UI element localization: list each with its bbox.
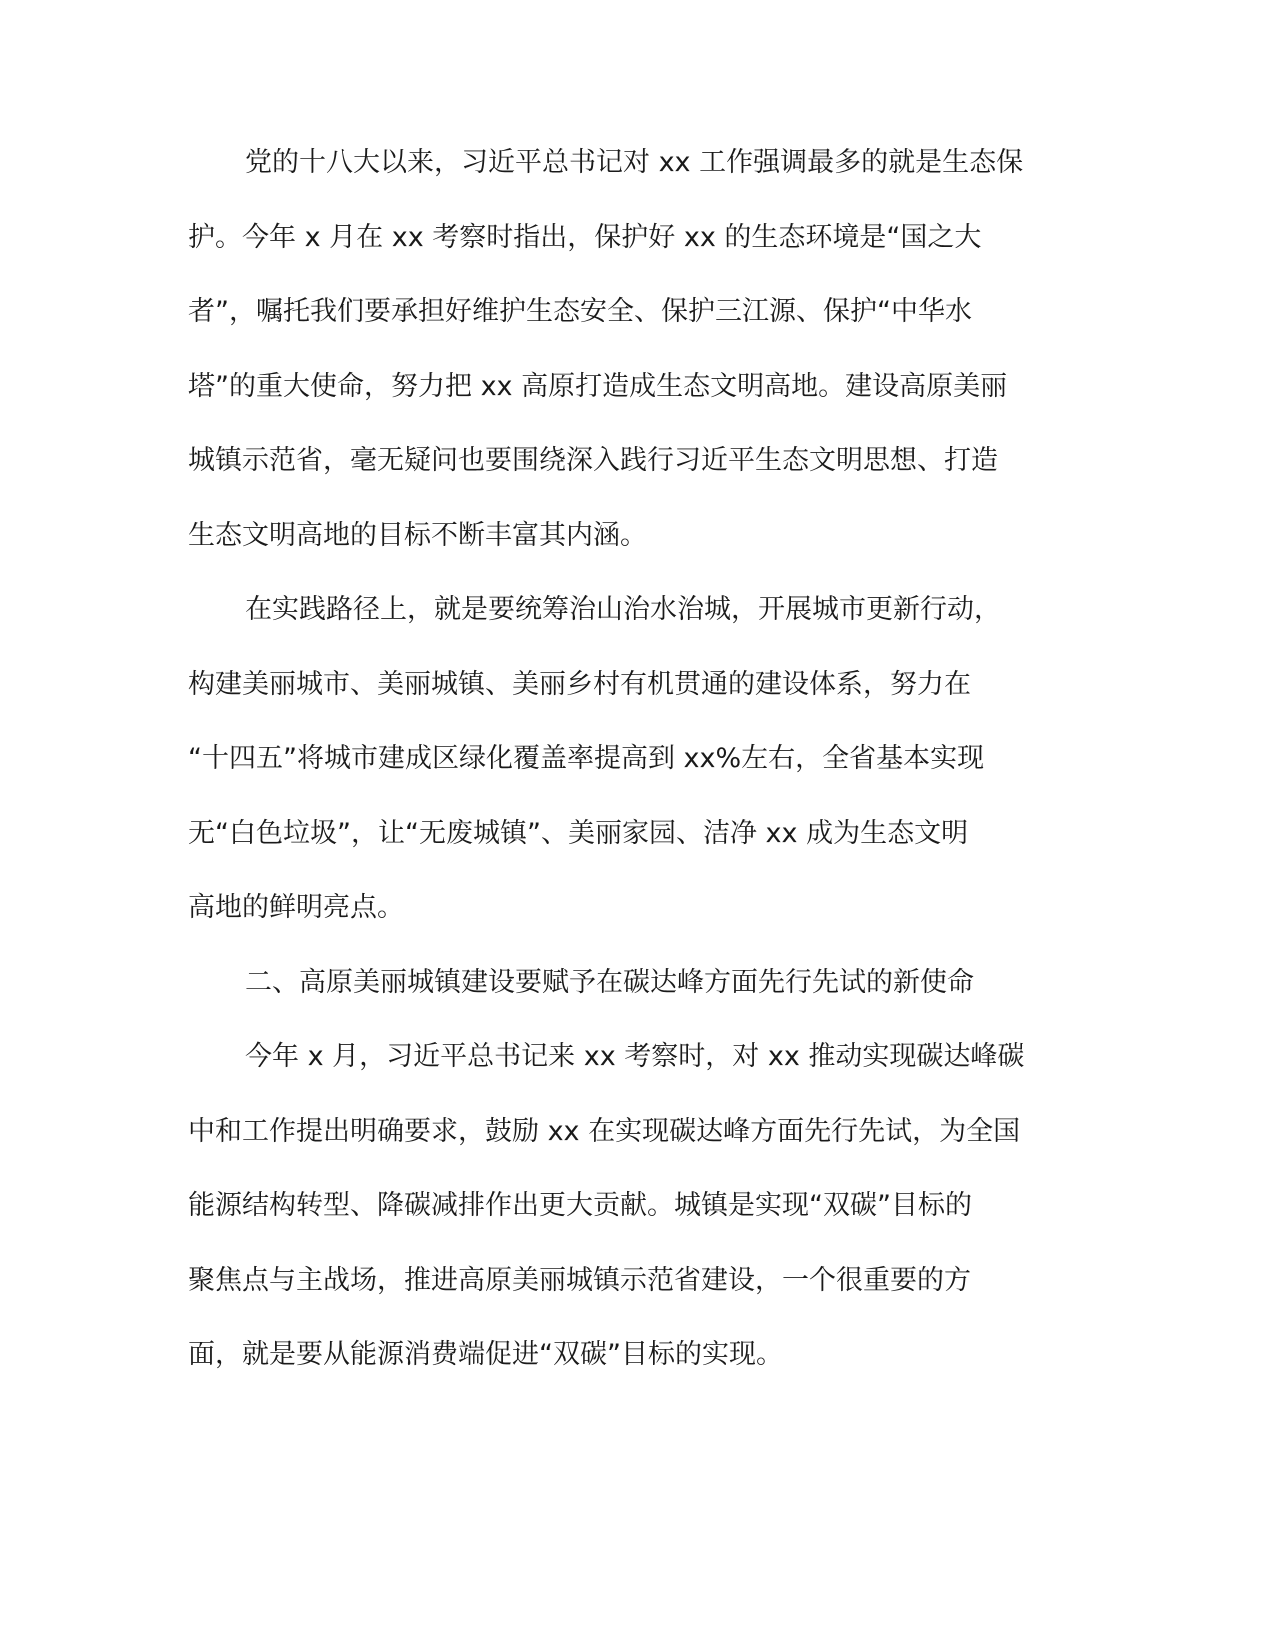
paragraph-3-line-3: 能源结构转型、降碳减排作出更大贡献。城镇是实现“双碳”目标的 xyxy=(188,1190,972,1221)
paragraph-1-line-5: 城镇示范省，毫无疑问也要围绕深入践行习近平生态文明思想、打造 xyxy=(188,445,998,476)
paragraph-1-line-4: 塔”的重大使命，努力把 xx 高原打造成生态文明高地。建设高原美丽 xyxy=(188,371,1008,402)
paragraph-1-line-2: 护。今年 x 月在 xx 考察时指出，保护好 xx 的生态环境是“国之大 xyxy=(188,222,982,253)
paragraph-3-line-1: 今年 x 月，习近平总书记来 xx 考察时，对 xx 推动实现碳达峰碳 xyxy=(245,1041,1025,1072)
paragraph-2-line-2: 构建美丽城市、美丽城镇、美丽乡村有机贯通的建设体系，努力在 xyxy=(188,669,971,700)
section-heading: 二、高原美丽城镇建设要赋予在碳达峰方面先行先试的新使命 xyxy=(245,967,974,998)
paragraph-1-line-6: 生态文明高地的目标不断丰富其内涵。 xyxy=(188,520,647,551)
paragraph-2-line-1: 在实践路径上，就是要统筹治山治水治城，开展城市更新行动， xyxy=(245,594,1001,625)
paragraph-3-line-2: 中和工作提出明确要求，鼓励 xx 在实现碳达峰方面先行先试，为全国 xyxy=(188,1116,1021,1147)
paragraph-1-line-1: 党的十八大以来，习近平总书记对 xx 工作强调最多的就是生态保 xyxy=(245,147,1024,178)
paragraph-2-line-3: “十四五”将城市建成区绿化覆盖率提高到 xx%左右，全省基本实现 xyxy=(188,743,985,774)
paragraph-2-line-5: 高地的鲜明亮点。 xyxy=(188,892,404,923)
paragraph-1-line-3: 者”，嘱托我们要承担好维护生态安全、保护三江源、保护“中华水 xyxy=(188,296,972,327)
paragraph-2-line-4: 无“白色垃圾”，让“无废城镇”、美丽家园、洁净 xx 成为生态文明 xyxy=(188,818,969,849)
paragraph-3-line-5: 面，就是要从能源消费端促进“双碳”目标的实现。 xyxy=(188,1339,783,1370)
paragraph-3-line-4: 聚焦点与主战场，推进高原美丽城镇示范省建设，一个很重要的方 xyxy=(188,1265,971,1296)
